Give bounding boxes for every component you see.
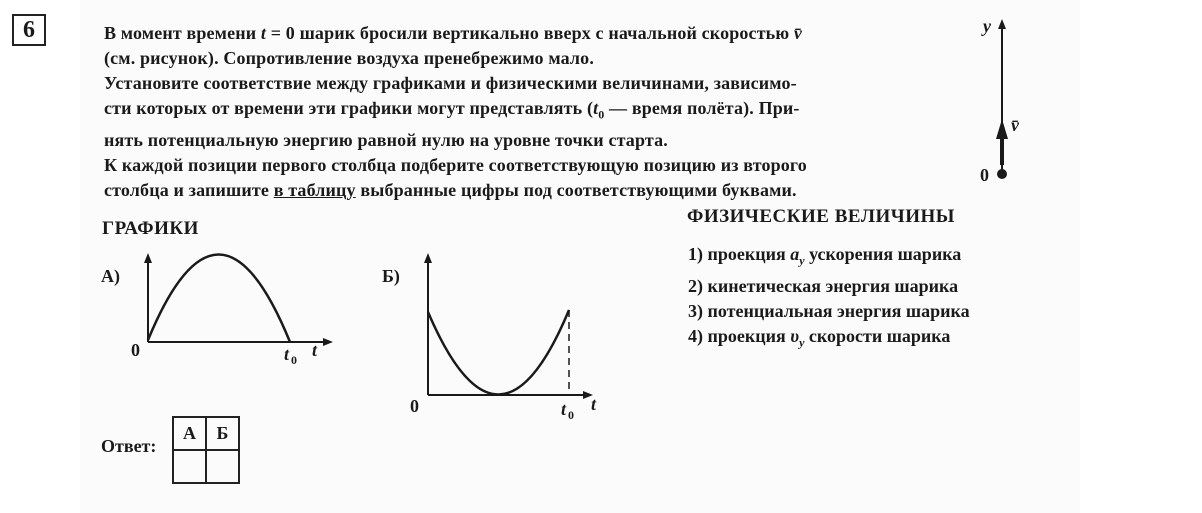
symbol-v: υ bbox=[790, 325, 800, 346]
answer-table bbox=[172, 416, 240, 484]
text-run: = 0 шарик бросили вертикально вверх с начальной скоростью bbox=[266, 23, 794, 43]
graphs-header: ГРАФИКИ bbox=[102, 218, 199, 239]
quantity-item-4 bbox=[688, 324, 970, 356]
problem-statement bbox=[104, 21, 964, 203]
problem-line-7 bbox=[104, 178, 964, 203]
answer-cell-b[interactable] bbox=[206, 450, 239, 483]
graph-b-label: Б) bbox=[382, 266, 400, 286]
text-run: проекция bbox=[707, 244, 791, 264]
symbol-a: a bbox=[790, 244, 800, 264]
graph-a-vertical-arrowhead bbox=[144, 253, 152, 263]
item-number: 3) bbox=[688, 300, 703, 321]
graph-a-label: А) bbox=[101, 266, 120, 286]
subscript: y bbox=[799, 253, 805, 268]
quantity-item-2 bbox=[688, 274, 970, 299]
graph-b-origin: 0 bbox=[410, 396, 419, 416]
graph-a-axis-t: t bbox=[312, 340, 318, 360]
answer-header-b: Б bbox=[206, 417, 239, 450]
variable-v: v̄ bbox=[793, 23, 803, 43]
answer-table-link[interactable]: в таблицу bbox=[273, 179, 356, 200]
answer-input-row bbox=[173, 450, 239, 483]
text-run: столбца и запишите bbox=[104, 179, 274, 200]
problem-line-2: (см. рисунок). Сопротивление воздуха пренебрежимо мало. bbox=[104, 48, 594, 68]
quantities-list bbox=[688, 242, 970, 355]
y-axis-label: y bbox=[983, 16, 991, 36]
graph-b bbox=[380, 250, 610, 425]
answer-header-a: А bbox=[173, 417, 206, 450]
graph-b-axis-t: t bbox=[591, 394, 597, 414]
answer-cell-a[interactable] bbox=[173, 450, 206, 483]
subscript: y bbox=[799, 335, 805, 350]
velocity-label: v̄ bbox=[1011, 115, 1019, 135]
problem-line-4 bbox=[104, 96, 964, 128]
quantities-header: ФИЗИЧЕСКИЕ ВЕЛИЧИНЫ bbox=[687, 206, 955, 227]
quantity-item-3 bbox=[688, 299, 970, 324]
ball bbox=[997, 169, 1007, 179]
graph-a-t0-sub: 0 bbox=[291, 353, 297, 367]
problem-line-6: К каждой позиции первого столбца подберите соответствующую позицию из второго bbox=[104, 154, 807, 175]
variable-t: t bbox=[260, 23, 267, 43]
velocity-arrowhead bbox=[996, 119, 1008, 139]
ball-figure bbox=[975, 15, 1035, 195]
text-run: В момент времени bbox=[104, 23, 261, 43]
item-text: кинетическая энергия шарика bbox=[707, 275, 959, 296]
subscript: 0 bbox=[598, 107, 605, 122]
graph-b-vertical-arrowhead bbox=[424, 253, 432, 263]
text-run: выбранные цифры под соответствующими буквами. bbox=[355, 179, 797, 200]
item-number: 1) bbox=[688, 244, 703, 264]
text-run: скорости шарика bbox=[804, 325, 951, 346]
item-number: 2) bbox=[688, 275, 703, 296]
text-run: — время полёта). При- bbox=[604, 98, 800, 118]
graph-b-t0-sub: 0 bbox=[568, 408, 574, 422]
item-number: 4) bbox=[688, 325, 703, 346]
item-text: потенциальная энергия шарика bbox=[707, 300, 970, 321]
graph-b-t0: t bbox=[561, 399, 567, 419]
text-run: проекция bbox=[707, 325, 791, 346]
variable-t0: t bbox=[593, 98, 599, 118]
answer-header-row bbox=[173, 417, 239, 450]
graph-b-curve bbox=[428, 310, 569, 395]
graph-a bbox=[100, 250, 340, 370]
answer-label: Ответ: bbox=[101, 436, 157, 456]
graph-a-origin: 0 bbox=[131, 340, 140, 360]
graph-a-curve bbox=[148, 254, 290, 342]
y-axis-arrowhead bbox=[998, 19, 1006, 29]
task-number-box: 6 bbox=[12, 14, 46, 46]
origin-label: 0 bbox=[980, 165, 989, 185]
graph-a-horizontal-arrowhead bbox=[323, 338, 333, 346]
problem-line-1 bbox=[104, 21, 964, 46]
text-run: ускорения шарика bbox=[804, 244, 962, 264]
problem-line-5: нять потенциальную энергию равной нулю на уровне точки старта. bbox=[104, 129, 668, 150]
text-run: сти которых от времени эти графики могут представлять ( bbox=[104, 98, 594, 118]
problem-line-3: Установите соответствие между графиками и физическими величинами, зависимо- bbox=[104, 73, 797, 93]
quantity-item-1 bbox=[688, 242, 970, 274]
graph-a-t0: t bbox=[284, 344, 290, 364]
